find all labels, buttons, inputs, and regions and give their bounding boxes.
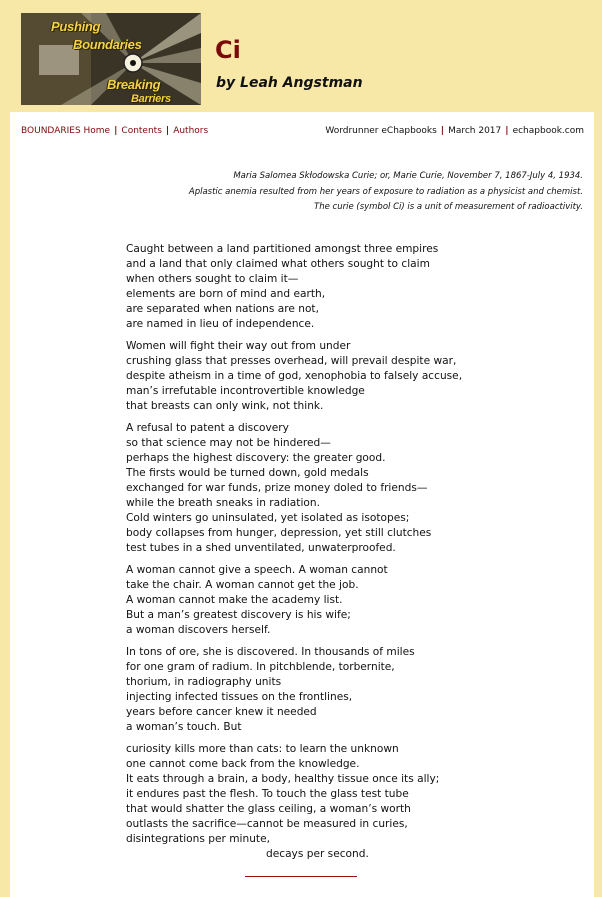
wordrunner-link[interactable]: Wordrunner eChapbooks: [325, 126, 437, 136]
poem-line: test tubes in a shed unventilated, unwaterproofed.: [126, 542, 396, 554]
poem-line: while the breath sneaks in radiation.: [126, 497, 320, 509]
poem-line: disintegrations per minute,: [126, 833, 270, 845]
poem-line: take the chair. A woman cannot get the job.: [126, 579, 359, 591]
nav-separator: |: [440, 126, 445, 136]
nav-authors-link[interactable]: Authors: [173, 126, 209, 136]
poem-line: A refusal to patent a discovery: [126, 422, 289, 434]
logo-text-pushing: Pushing: [51, 19, 101, 34]
poem-line: a woman discovers herself.: [126, 624, 271, 636]
publisher-nav: [325, 126, 584, 136]
logo-text-boundaries: Boundaries: [73, 37, 142, 52]
poem-line: The firsts would be turned down, gold medals: [126, 467, 369, 479]
poem-line: But a man’s greatest discovery is his wife;: [126, 609, 351, 621]
poem-final-line: decays per second.: [266, 848, 369, 860]
poem-line: crushing glass that presses overhead, will prevail despite war,: [126, 355, 457, 367]
poem-line: that would shatter the glass ceiling, a woman’s worth: [126, 803, 411, 815]
page: [10, 0, 594, 897]
site-nav: [21, 126, 208, 136]
poem-line: It eats through a brain, a body, healthy tissue once its ally;: [126, 773, 440, 785]
poem-line: a woman’s touch. But: [126, 721, 242, 733]
poem-line: thorium, in radiography units: [126, 676, 282, 688]
poem-line: body collapses from hunger, depression, yet still clutches: [126, 527, 432, 539]
end-rule: [245, 876, 357, 877]
logo-text-breaking: Breaking: [107, 77, 161, 92]
epigraph: [143, 169, 583, 216]
nav-separator: |: [165, 126, 170, 136]
header-banner: [10, 0, 594, 112]
poem-line: for one gram of radium. In pitchblende, torbernite,: [126, 661, 395, 673]
author-byline: by Leah Angstman: [216, 75, 363, 91]
poem-stanza: [126, 339, 546, 414]
poem-line: Caught between a land partitioned amongst three empires: [126, 243, 439, 255]
nav-separator: |: [505, 126, 509, 136]
poem-line: perhaps the highest discovery: the greater good.: [126, 452, 386, 464]
poem-line: years before cancer knew it needed: [126, 706, 317, 718]
poem-line: are separated when nations are not,: [126, 303, 319, 315]
poem-line: injecting infected tissues on the frontlines,: [126, 691, 353, 703]
issue-date: March 2017: [448, 126, 502, 136]
nav-boundaries-home-link[interactable]: BOUNDARIES Home: [21, 126, 111, 136]
poem-line: are named in lieu of independence.: [126, 318, 315, 330]
poem-line: and a land that only claimed what others sought to claim: [126, 258, 430, 270]
poem-stanza: [126, 742, 546, 862]
poem-line: Women will fight their way out from under: [126, 340, 351, 352]
poem-line: A woman cannot make the academy list.: [126, 594, 343, 606]
poem-line: one cannot come back from the knowledge.: [126, 758, 360, 770]
nav-contents-link[interactable]: Contents: [121, 126, 162, 136]
epigraph-line: Maria Salomea Skłodowska Curie; or, Marie Curie, November 7, 1867-July 4, 1934.: [233, 171, 583, 181]
poem-line: curiosity kills more than cats: to learn the unknown: [126, 743, 399, 755]
poem-line: A woman cannot give a speech. A woman cannot: [126, 564, 388, 576]
page-title: Ci: [215, 36, 241, 64]
boundaries-logo[interactable]: [21, 13, 201, 105]
nav-separator: |: [114, 126, 118, 136]
poem-line: exchanged for war funds, prize money doled to friends—: [126, 482, 428, 494]
poem-line: it endures past the flesh. To touch the glass test tube: [126, 788, 409, 800]
poem-line: despite atheism in a time of god, xenophobia to falsely accuse,: [126, 370, 463, 382]
poem-stanza: [126, 421, 546, 556]
poem-line: outlasts the sacrifice—cannot be measured in curies,: [126, 818, 408, 830]
logo-text-barriers: Barriers: [131, 93, 171, 105]
poem-line: when others sought to claim it—: [126, 273, 299, 285]
poem-stanza: [126, 242, 546, 332]
poem-line: that breasts can only wink, not think.: [126, 400, 324, 412]
poem-line: In tons of ore, she is discovered. In thousands of miles: [126, 646, 415, 658]
poem-line: Cold winters go uninsulated, yet isolated as isotopes;: [126, 512, 410, 524]
echapbook-link[interactable]: echapbook.com: [512, 126, 584, 136]
poem-line: so that science may not be hindered—: [126, 437, 331, 449]
poem-line: elements are born of mind and earth,: [126, 288, 326, 300]
epigraph-line: Aplastic anemia resulted from her years of exposure to radiation as a physicist and chemist.: [188, 186, 583, 197]
poem-stanza: [126, 645, 546, 735]
poem-body: [126, 242, 546, 869]
poem-stanza: [126, 563, 546, 638]
epigraph-line: The curie (symbol Ci) is a unit of measurement of radioactivity.: [314, 202, 583, 212]
poem-line: man’s irrefutable incontrovertible knowledge: [126, 385, 365, 397]
